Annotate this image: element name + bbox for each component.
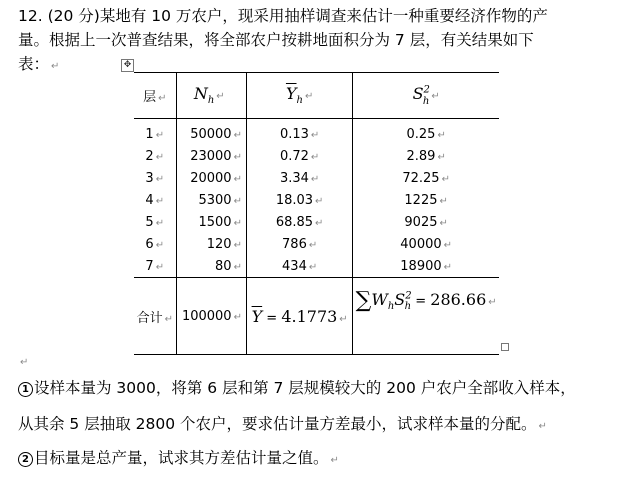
N-cell: 20000 ↵ bbox=[176, 167, 246, 189]
question-1-line-2: 从其余 5 层抽取 2800 个农户，要求估计量方差最小，试求样本量的分配。 ↵ bbox=[18, 415, 547, 433]
S2-cell: 72.25 ↵ bbox=[402, 170, 450, 186]
Y-bar-cell: 0.13 ↵ bbox=[246, 119, 352, 146]
layer-cell: 3 ↵ bbox=[134, 167, 176, 189]
layer-cell: 7 ↵ bbox=[134, 255, 176, 278]
header-layer: 层 ↵ bbox=[134, 73, 176, 119]
table-row bbox=[134, 119, 499, 146]
N-cell: 23000 ↵ bbox=[176, 145, 246, 167]
table-header-row bbox=[134, 73, 499, 119]
N-cell: 5300 ↵ bbox=[176, 189, 246, 211]
header-S2: $S^2_h$ ↵ bbox=[353, 73, 499, 119]
layer-cell: 5 ↵ bbox=[134, 211, 176, 233]
table-row bbox=[134, 145, 499, 167]
question-1-line-1: 1 设样本量为 3000，将第 6 层和第 7 层规模较大的 200 户农户全部收入样本， bbox=[18, 376, 576, 400]
strata-table bbox=[134, 72, 499, 355]
Y-bar-cell: 68.85 ↵ bbox=[246, 211, 352, 233]
problem-line-1: 12. (20 分)某地有 10 万农户，现采用抽样调查来估计一种重要经济作物的产 bbox=[18, 7, 548, 25]
total-label: 合计 ↵ bbox=[134, 278, 176, 355]
Y-bar-cell: 18.03 ↵ bbox=[246, 189, 352, 211]
table-row bbox=[134, 211, 499, 233]
N-cell: 1500 ↵ bbox=[176, 211, 246, 233]
S2-cell: 18900 ↵ bbox=[400, 258, 453, 274]
empty-paragraph: ↵ bbox=[20, 357, 29, 368]
S2-cell: 40000 ↵ bbox=[400, 236, 453, 252]
problem-line-2: 量。根据上一次普查结果，将全部农户按耕地面积分为 7 层，有关结果如下 bbox=[18, 31, 534, 49]
S2-cell: 9025 ↵ bbox=[404, 214, 448, 230]
layer-cell: 6 ↵ bbox=[134, 233, 176, 255]
S2-cell: 0.25 ↵ bbox=[406, 126, 446, 142]
question-2-line-1: 2 目标量是总产量，试求其方差估计量之值。 ↵ bbox=[18, 446, 339, 473]
Y-bar-cell: 0.72 ↵ bbox=[246, 145, 352, 167]
header-N: $N_h$ ↵ bbox=[176, 73, 246, 119]
table-move-handle-icon[interactable]: ✥ bbox=[121, 59, 134, 72]
N-cell: 80 ↵ bbox=[176, 255, 246, 278]
S2-cell: 1225 ↵ bbox=[404, 192, 448, 208]
total-Y-bar: $\overline{Y} = 4.1773$ ↵ bbox=[246, 278, 352, 355]
layer-cell: 1 ↵ bbox=[134, 119, 176, 146]
N-cell: 120 ↵ bbox=[176, 233, 246, 255]
layer-cell: 2 ↵ bbox=[134, 145, 176, 167]
table-row bbox=[134, 167, 499, 189]
table-row bbox=[134, 233, 499, 255]
N-cell: 50000 ↵ bbox=[176, 119, 246, 146]
table-total-row bbox=[134, 278, 499, 355]
Y-bar-cell: 786 ↵ bbox=[246, 233, 352, 255]
header-Y-bar: $\overline{Y}_h$ ↵ bbox=[246, 73, 352, 119]
total-weighted-s2: $\sum W_hS^2_h = 286.66$ ↵ bbox=[353, 278, 499, 355]
layer-cell: 4 ↵ bbox=[134, 189, 176, 211]
problem-line-3: 表： ↵ bbox=[18, 55, 60, 73]
total-N: 100000 ↵ bbox=[176, 278, 246, 355]
table-row bbox=[134, 255, 499, 278]
table-resize-handle[interactable] bbox=[501, 343, 509, 351]
Y-bar-cell: 434 ↵ bbox=[246, 255, 352, 278]
S2-cell: 2.89 ↵ bbox=[406, 148, 446, 164]
Y-bar-cell: 3.34 ↵ bbox=[246, 167, 352, 189]
table-row bbox=[134, 189, 499, 211]
